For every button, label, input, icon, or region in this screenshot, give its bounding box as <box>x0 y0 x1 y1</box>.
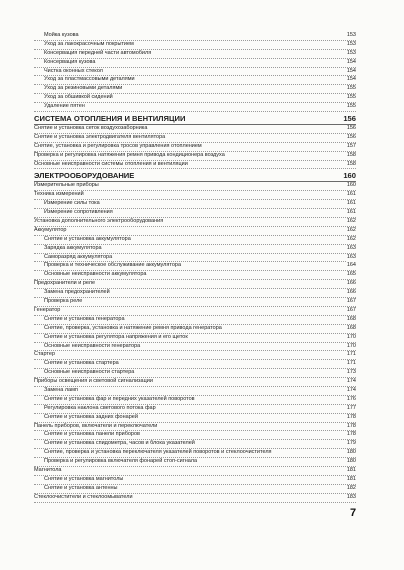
toc-entry-title: Снятие и установка спидометра, часов и блока указателей <box>44 440 195 447</box>
toc-entry <box>34 218 356 227</box>
toc-entry <box>34 200 356 209</box>
toc-entry-page: 153 <box>346 32 356 38</box>
toc-entry-title: Предохранители и реле <box>34 280 96 287</box>
toc-entry-page: 162 <box>346 218 356 225</box>
toc-entry <box>34 103 356 112</box>
toc-entry-page: 161 <box>346 209 356 216</box>
toc-entry-page: 153 <box>346 40 356 47</box>
toc-entry-page: 181 <box>346 466 356 473</box>
toc-entry-page: 156 <box>343 114 356 124</box>
toc-entry-page: 161 <box>346 191 356 198</box>
toc-entry-page: 160 <box>343 171 356 181</box>
toc-entry <box>34 343 356 352</box>
toc-entry <box>34 161 356 170</box>
toc-entry <box>34 494 356 503</box>
toc-entry-page: 174 <box>346 386 356 393</box>
toc-entry <box>34 325 356 334</box>
toc-entry-title: Снятие и установка регулятора напряжения и его щеток <box>44 333 188 340</box>
toc-entry-title: Регулировка наклона светового потока фар <box>44 404 156 411</box>
toc-entry-page: 160 <box>346 182 356 189</box>
toc-entry-title: Генератор <box>34 306 61 313</box>
toc-entry-title: Удаление пятен <box>44 103 85 110</box>
toc-entry-title: Снятие и установка сеток воздухозаборника <box>34 125 148 132</box>
toc-entry-title: СИСТЕМА ОТОПЛЕНИЯ И ВЕНТИЛЯЦИИ <box>34 114 186 124</box>
toc-entry-title: Уход за обшивкой сидений <box>44 94 113 101</box>
toc-entry <box>34 59 356 68</box>
toc-entry-title: Стеклоочистители и стеклоомыватели <box>34 493 133 500</box>
toc-entry-page: 162 <box>346 235 356 242</box>
toc-entry <box>34 414 356 423</box>
toc-entry-title: Проверка и регулировка включателя фонарей стоп-сигнала <box>44 458 198 465</box>
toc-entry-title: Снятие, установка и регулировка тросов управления отоплением <box>34 142 202 149</box>
table-of-contents <box>34 32 356 503</box>
toc-entry-title: Консервация передней части автомобиля <box>44 49 152 56</box>
toc-entry-title: Снятие и установка аккумулятора <box>44 235 131 242</box>
toc-entry-page: 170 <box>346 342 356 349</box>
toc-entry <box>34 351 356 360</box>
toc-entry <box>34 485 356 494</box>
toc-entry-page: 157 <box>346 142 356 149</box>
toc-entry-title: Зарядка аккумулятора <box>44 244 102 251</box>
toc-entry-title: Снятие, проверка, установка и натяжение ремня привода генератора <box>44 324 222 331</box>
toc-entry <box>34 458 356 467</box>
toc-entry-title: Основные неисправности аккумулятора <box>44 271 147 278</box>
toc-entry-title: Снятие, проверка и установка переключателя указателей поворотов и стеклоочистителя <box>44 449 272 456</box>
toc-entry <box>34 182 356 191</box>
toc-entry <box>34 254 356 263</box>
toc-entry <box>34 85 356 94</box>
toc-entry-title: Снятие и установка генератора <box>44 315 125 322</box>
toc-entry <box>34 271 356 280</box>
toc-entry-title: Измерительные приборы <box>34 182 99 189</box>
toc-entry-page: 158 <box>346 160 356 167</box>
toc-entry <box>34 423 356 432</box>
toc-entry-page: 178 <box>346 422 356 429</box>
toc-entry-title: Измерение силы тока <box>44 200 100 207</box>
toc-entry-page: 155 <box>346 103 356 110</box>
toc-entry-title: Снятие и установка магнитолы <box>44 475 124 482</box>
toc-entry-page: 164 <box>346 262 356 269</box>
toc-entry <box>34 396 356 405</box>
toc-entry <box>34 209 356 218</box>
toc-entry <box>34 50 356 59</box>
toc-entry-page: 163 <box>346 253 356 260</box>
toc-entry-page: 183 <box>346 493 356 500</box>
toc-entry-title: Проверка реле <box>44 298 83 305</box>
toc-entry <box>34 476 356 485</box>
toc-entry-title: ЭЛЕКТРООБОРУДОВАНИЕ <box>34 171 135 181</box>
toc-entry <box>34 227 356 236</box>
toc-entry <box>34 32 356 41</box>
toc-entry <box>34 134 356 143</box>
toc-entry <box>34 94 356 103</box>
toc-entry-page: 162 <box>346 226 356 233</box>
toc-entry-title: Снятие и установка панели приборов <box>44 431 140 438</box>
toc-section-heading <box>34 170 356 182</box>
toc-entry-title: Снятие и установка антенны <box>44 484 118 491</box>
toc-entry-title: Стартер <box>34 351 56 358</box>
toc-entry <box>34 307 356 316</box>
toc-entry-page: 177 <box>346 404 356 411</box>
toc-entry-title: Магнитола <box>34 466 62 473</box>
toc-entry-page: 165 <box>346 271 356 278</box>
toc-entry-page: 174 <box>346 378 356 385</box>
toc-entry <box>34 298 356 307</box>
toc-entry <box>34 125 356 134</box>
toc-entry-page: 180 <box>346 449 356 456</box>
toc-entry-page: 167 <box>346 306 356 313</box>
toc-entry-page: 182 <box>346 484 356 491</box>
toc-entry-title: Снятие и установка фар и передних указателей поворотов <box>44 395 195 402</box>
toc-entry-page: 180 <box>346 458 356 465</box>
toc-entry-title: Саморазряд аккумулятора <box>44 253 113 260</box>
toc-entry-title: Замена предохранителей <box>44 289 110 296</box>
toc-entry <box>34 387 356 396</box>
toc-entry <box>34 76 356 85</box>
toc-entry-title: Снятие и установка электродвигателя вентилятора <box>34 133 166 140</box>
toc-entry-title: Техника измерений <box>34 191 84 198</box>
toc-entry-page: 171 <box>346 360 356 367</box>
toc-entry-title: Приборы освещения и световой сигнализации <box>34 378 153 385</box>
toc-entry-page: 158 <box>346 151 356 158</box>
toc-entry <box>34 440 356 449</box>
toc-entry-title: Уход за резиновыми деталями <box>44 85 123 92</box>
toc-entry <box>34 467 356 476</box>
toc-entry-page: 170 <box>346 333 356 340</box>
toc-entry-page: 181 <box>346 475 356 482</box>
toc-entry <box>34 378 356 387</box>
toc-entry-page: 166 <box>346 280 356 287</box>
toc-entry <box>34 360 356 369</box>
toc-entry-title: Снятие и установка задних фонарей <box>44 413 138 420</box>
toc-entry-page: 168 <box>346 315 356 322</box>
toc-entry <box>34 334 356 343</box>
toc-entry-title: Проверка и регулировка натяжения ремня привода кондиционера воздуха <box>34 151 225 158</box>
toc-entry-page: 163 <box>346 244 356 251</box>
toc-entry-title: Основные неисправности системы отопления и вентиляции <box>34 160 188 167</box>
toc-entry-page: 167 <box>346 298 356 305</box>
toc-entry <box>34 68 356 77</box>
toc-entry <box>34 245 356 254</box>
toc-entry <box>34 316 356 325</box>
toc-entry-title: Панель приборов, включатели и переключатели <box>34 422 158 429</box>
toc-entry-page: 179 <box>346 440 356 447</box>
toc-entry <box>34 449 356 458</box>
page-number: 7 <box>350 507 357 519</box>
toc-entry-title: Мойка кузова <box>44 32 79 38</box>
toc-entry-page: 168 <box>346 324 356 331</box>
toc-entry-page: 153 <box>346 49 356 56</box>
toc-entry <box>34 369 356 378</box>
toc-entry-page: 171 <box>346 351 356 358</box>
toc-entry-title: Измерение сопротивления <box>44 209 113 216</box>
toc-entry-page: 178 <box>346 413 356 420</box>
toc-entry-title: Установка дополнительного электрооборудования <box>34 218 164 225</box>
toc-entry <box>34 143 356 152</box>
toc-entry-page: 156 <box>346 125 356 132</box>
toc-entry-page: 166 <box>346 289 356 296</box>
toc-entry <box>34 431 356 440</box>
toc-entry-page: 173 <box>346 369 356 376</box>
toc-entry-title: Чистка оконных стекол <box>44 67 103 74</box>
toc-entry-page: 178 <box>346 431 356 438</box>
toc-entry-title: Проверка и техническое обслуживание аккумулятора <box>44 262 182 269</box>
toc-entry <box>34 236 356 245</box>
toc-entry <box>34 152 356 161</box>
toc-entry <box>34 191 356 200</box>
toc-entry-title: Уход за лакокрасочным покрытием <box>44 40 134 47</box>
toc-entry-page: 154 <box>346 58 356 65</box>
toc-entry-title: Уход за пластмассовыми деталями <box>44 76 135 83</box>
toc-entry <box>34 289 356 298</box>
toc-entry <box>34 405 356 414</box>
toc-entry-title: Основные неисправности генератора <box>44 342 141 349</box>
toc-entry-title: Аккумулятор <box>34 226 67 233</box>
toc-entry-title: Основные неисправности стартера <box>44 369 135 376</box>
toc-entry <box>34 280 356 289</box>
toc-entry-page: 154 <box>346 67 356 74</box>
toc-entry-page: 156 <box>346 133 356 140</box>
toc-entry-page: 155 <box>346 94 356 101</box>
toc-entry-page: 155 <box>346 85 356 92</box>
toc-entry-page: 176 <box>346 395 356 402</box>
toc-entry-page: 161 <box>346 200 356 207</box>
toc-entry-page: 154 <box>346 76 356 83</box>
toc-entry-title: Консервация кузова <box>44 58 96 65</box>
toc-section-heading <box>34 113 356 125</box>
toc-entry-title: Снятие и установка стартера <box>44 360 119 367</box>
toc-entry <box>34 41 356 50</box>
toc-entry <box>34 262 356 271</box>
toc-entry-title: Замена ламп <box>44 386 78 393</box>
